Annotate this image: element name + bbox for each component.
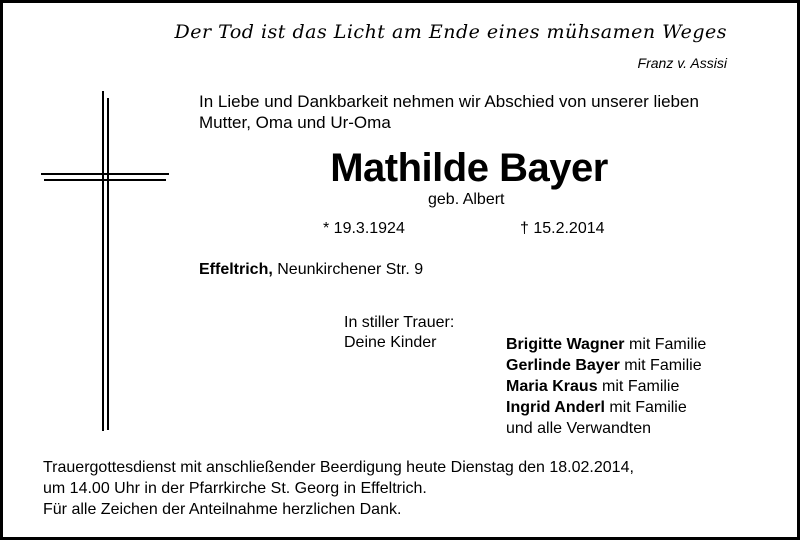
address-town: Effeltrich, bbox=[199, 261, 273, 278]
family-suffix: mit Familie bbox=[602, 378, 680, 395]
family-item bbox=[506, 376, 706, 397]
closing-text bbox=[43, 457, 634, 520]
mourners-line-2: Deine Kinder bbox=[344, 334, 437, 351]
family-name: Ingrid Anderl bbox=[506, 399, 605, 416]
address-street: Neunkirchener Str. 9 bbox=[277, 261, 424, 278]
maiden-name: geb. Albert bbox=[428, 191, 505, 208]
family-others: und alle Verwandten bbox=[506, 420, 651, 437]
quote-text: Der Tod ist das Licht am Ende eines mühsamen Weges bbox=[174, 21, 727, 43]
cross-vertical-bar-1 bbox=[102, 91, 104, 431]
mourners-intro bbox=[344, 313, 454, 353]
birth-date: * 19.3.1924 bbox=[323, 220, 405, 237]
deceased-name: Mathilde Bayer bbox=[330, 146, 608, 190]
death-date: † 15.2.2014 bbox=[520, 220, 605, 237]
family-list bbox=[506, 334, 706, 439]
closing-line-1: Trauergottesdienst mit anschließender Beerdigung heute Dienstag den 18.02.2014, bbox=[43, 459, 634, 476]
closing-line-3: Für alle Zeichen der Anteilnahme herzlichen Dank. bbox=[43, 501, 402, 518]
closing-line-2: um 14.00 Uhr in der Pfarrkirche St. Georg in Effeltrich. bbox=[43, 480, 427, 497]
family-name: Brigitte Wagner bbox=[506, 336, 625, 353]
family-name: Gerlinde Bayer bbox=[506, 357, 620, 374]
family-item bbox=[506, 397, 706, 418]
mourners-line-1: In stiller Trauer: bbox=[344, 314, 455, 331]
quote-author: Franz v. Assisi bbox=[637, 55, 727, 71]
intro-line-1: In Liebe und Dankbarkeit nehmen wir Abschied von unserer lieben bbox=[199, 92, 699, 111]
intro-line-2: Mutter, Oma und Ur-Oma bbox=[199, 113, 391, 132]
address bbox=[199, 261, 423, 279]
intro-text bbox=[199, 91, 699, 133]
family-item bbox=[506, 334, 706, 355]
deceased-name-row bbox=[3, 146, 800, 191]
family-item bbox=[506, 355, 706, 376]
family-suffix: mit Familie bbox=[609, 399, 687, 416]
family-suffix: mit Familie bbox=[624, 357, 702, 374]
family-suffix: mit Familie bbox=[628, 336, 707, 353]
family-name: Maria Kraus bbox=[506, 378, 598, 395]
